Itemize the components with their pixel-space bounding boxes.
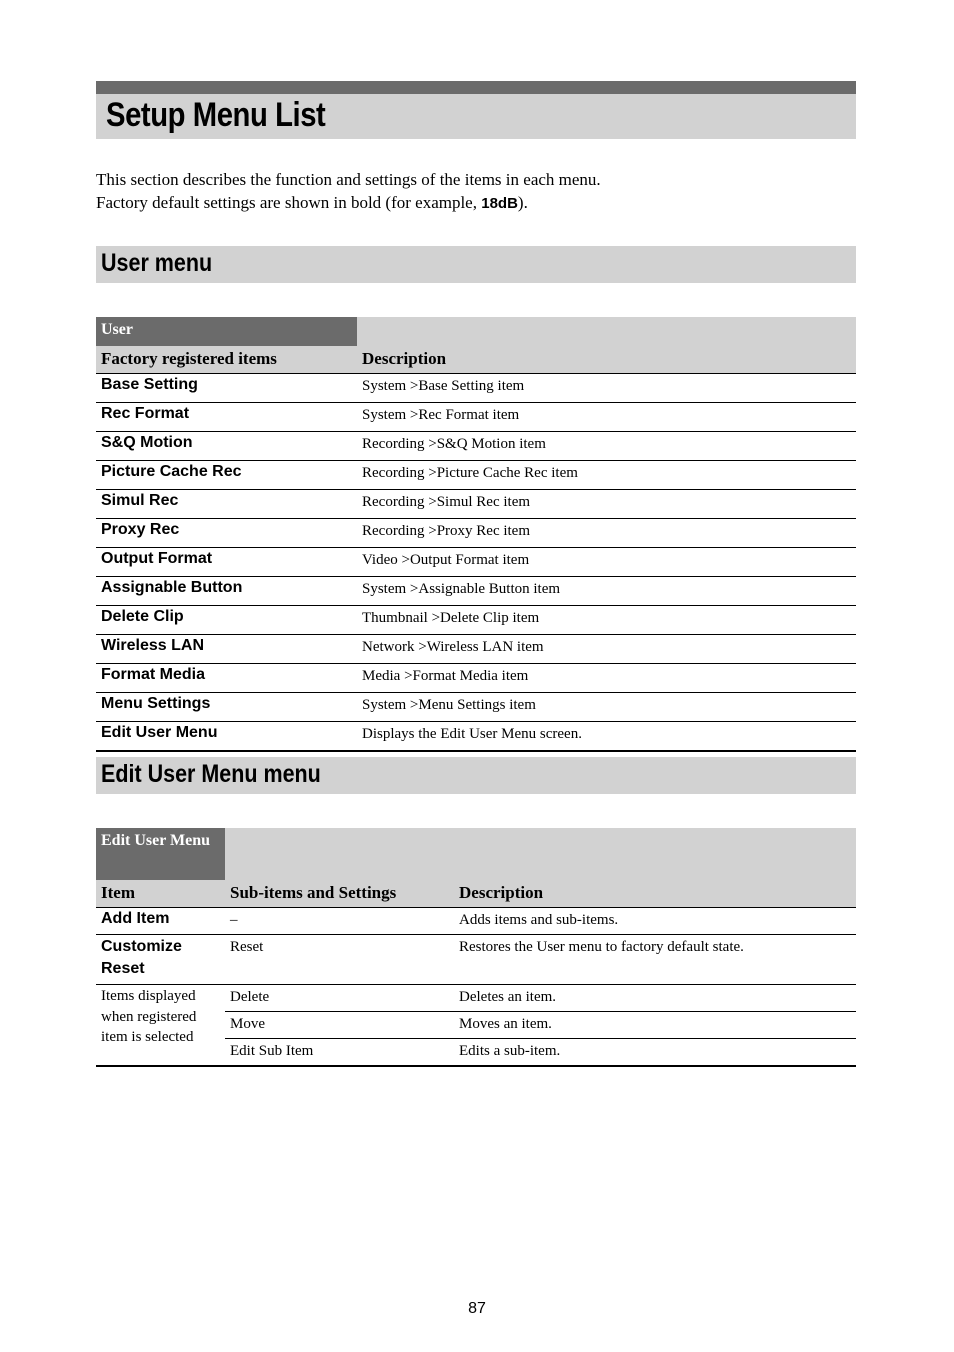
edit-sub-item-sub: Edit Sub Item: [225, 1039, 454, 1067]
table-row: [96, 519, 856, 548]
user-table-label: User: [96, 317, 357, 346]
user-menu-section-header: [96, 246, 856, 283]
user-row-item: Proxy Rec: [96, 519, 357, 548]
user-row-desc: Recording >Picture Cache Rec item: [357, 461, 856, 490]
table-row: [96, 935, 856, 985]
intro-bold-example: 18dB: [481, 195, 518, 212]
user-table-label-row: [96, 317, 856, 346]
user-menu-section-title: User menu: [101, 249, 213, 277]
user-row-item: Wireless LAN: [96, 635, 357, 664]
intro-line-2-after: ).: [517, 193, 528, 212]
table-row: [96, 577, 856, 606]
move-desc: Moves an item.: [454, 1012, 856, 1039]
intro-text: [96, 168, 856, 215]
add-item-name: Add Item: [96, 908, 225, 935]
user-table-body: [96, 374, 856, 752]
table-row: [96, 548, 856, 577]
user-row-item: S&Q Motion: [96, 432, 357, 461]
edit-table-label-spacer: [225, 828, 856, 880]
user-menu-table: [96, 317, 856, 752]
edit-table-col-item: Item: [96, 880, 225, 908]
customize-reset-sub: Reset: [225, 935, 454, 985]
user-row-desc: System >Rec Format item: [357, 403, 856, 432]
table-row: [96, 664, 856, 693]
edit-user-menu-section-title: Edit User Menu menu: [101, 760, 321, 788]
table-row: [96, 693, 856, 722]
user-row-item: Output Format: [96, 548, 357, 577]
user-table-label-spacer: [357, 317, 856, 346]
move-sub: Move: [225, 1012, 454, 1039]
user-row-desc: Recording >Simul Rec item: [357, 490, 856, 519]
user-table-column-header-row: [96, 346, 856, 374]
edit-user-menu-section-header: [96, 757, 856, 794]
table-row: [96, 403, 856, 432]
edit-user-menu-table: [96, 828, 856, 1067]
user-row-item: Picture Cache Rec: [96, 461, 357, 490]
page-title-bar: [96, 81, 856, 139]
table-row: [96, 374, 856, 403]
user-row-item: Rec Format: [96, 403, 357, 432]
user-row-item: Delete Clip: [96, 606, 357, 635]
user-table-col-item: Factory registered items: [96, 346, 357, 374]
table-row: [96, 985, 856, 1012]
page-title: Setup Menu List: [106, 96, 326, 134]
customize-reset-desc: Restores the User menu to factory default state.: [454, 935, 856, 985]
user-row-item: Menu Settings: [96, 693, 357, 722]
table-row: [96, 908, 856, 935]
user-row-desc: Recording >Proxy Rec item: [357, 519, 856, 548]
user-row-desc: System >Assignable Button item: [357, 577, 856, 606]
items-displayed-name: Items displayed when registered item is selected: [96, 985, 225, 1067]
table-row: [96, 432, 856, 461]
user-row-desc: Video >Output Format item: [357, 548, 856, 577]
edit-table-label-row: [96, 828, 856, 880]
user-row-desc: Thumbnail >Delete Clip item: [357, 606, 856, 635]
table-row: [96, 490, 856, 519]
customize-reset-name: Customize Reset: [96, 935, 225, 985]
intro-line-2-before: Factory default settings are shown in bold (for example,: [96, 193, 482, 212]
user-row-item: Assignable Button: [96, 577, 357, 606]
edit-table-col-sub: Sub-items and Settings: [225, 880, 454, 908]
edit-table-col-desc: Description: [454, 880, 856, 908]
delete-desc: Deletes an item.: [454, 985, 856, 1012]
page-number: 87: [468, 1300, 486, 1317]
user-row-desc: Displays the Edit User Menu screen.: [357, 722, 856, 752]
intro-line-2: [96, 191, 856, 215]
intro-line-1: This section describes the function and settings of the items in each menu.: [96, 170, 601, 189]
user-row-desc: Recording >S&Q Motion item: [357, 432, 856, 461]
table-row: [96, 635, 856, 664]
user-row-item: Simul Rec: [96, 490, 357, 519]
edit-sub-item-desc: Edits a sub-item.: [454, 1039, 856, 1067]
user-table-col-desc: Description: [357, 346, 856, 374]
edit-table-label: Edit User Menu: [96, 828, 225, 880]
add-item-desc: Adds items and sub-items.: [454, 908, 856, 935]
delete-sub: Delete: [225, 985, 454, 1012]
table-row: [96, 461, 856, 490]
add-item-sub: –: [225, 908, 454, 935]
user-row-item: Format Media: [96, 664, 357, 693]
user-row-desc: Network >Wireless LAN item: [357, 635, 856, 664]
user-row-item: Edit User Menu: [96, 722, 357, 752]
table-row: [96, 722, 856, 752]
user-row-desc: System >Base Setting item: [357, 374, 856, 403]
table-row: [96, 606, 856, 635]
user-row-desc: System >Menu Settings item: [357, 693, 856, 722]
edit-table-column-header-row: [96, 880, 856, 908]
user-row-desc: Media >Format Media item: [357, 664, 856, 693]
user-row-item: Base Setting: [96, 374, 357, 403]
